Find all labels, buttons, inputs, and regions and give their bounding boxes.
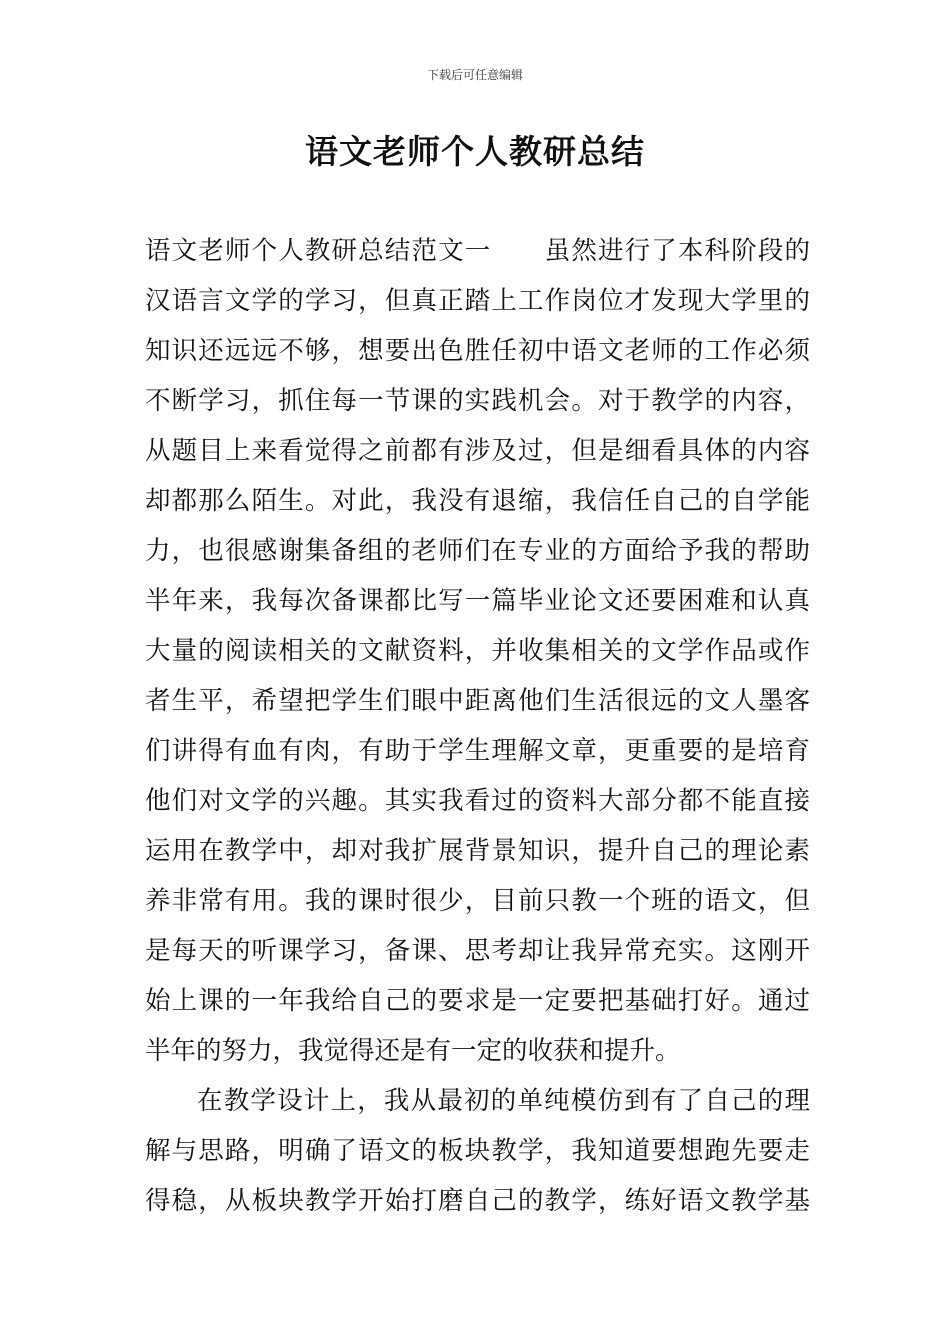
- body-line-14: 养非常有用。我的课时很少，目前只教一个班的语文，但: [145, 886, 810, 916]
- body-line-4: 不断学习，抓住每一节课的实践机会。对于教学的内容，: [145, 386, 810, 416]
- body-line-15: 是每天的听课学习，备课、思考却让我异常充实。这刚开: [145, 936, 810, 966]
- document-title: 语文老师个人教研总结: [305, 132, 645, 171]
- body-line-5: 从题目上来看觉得之前都有涉及过，但是细看具体的内容: [145, 436, 810, 466]
- body-line-8: 半年来，我每次备课都比写一篇毕业论文还要困难和认真: [145, 586, 810, 616]
- body-line-12: 他们对文学的兴趣。其实我看过的资料大部分都不能直接: [145, 786, 810, 816]
- body-line-1: 语文老师个人教研总结范文一 虽然进行了本科阶段的: [145, 236, 810, 266]
- body-line-18: 在教学设计上，我从最初的单纯模仿到有了自己的理: [197, 1086, 810, 1116]
- body-line-17: 半年的努力，我觉得还是有一定的收获和提升。: [145, 1036, 681, 1066]
- body-line-6: 却都那么陌生。对此，我没有退缩，我信任自己的自学能: [145, 486, 810, 516]
- body-line-3: 知识还远远不够，想要出色胜任初中语文老师的工作必须: [145, 336, 810, 366]
- header-note: 下载后可任意编辑: [426, 68, 523, 82]
- body-line-7: 力，也很感谢集备组的老师们在专业的方面给予我的帮助: [145, 536, 810, 566]
- body-line-11: 们讲得有血有肉，有助于学生理解文章，更重要的是培育: [145, 736, 810, 766]
- body-line-16: 始上课的一年我给自己的要求是一定要把基础打好。通过: [145, 986, 810, 1016]
- body-line-2: 汉语言文学的学习，但真正踏上工作岗位才发现大学里的: [145, 286, 810, 316]
- body-line-10: 者生平，希望把学生们眼中距离他们生活很远的文人墨客: [145, 686, 810, 716]
- body-line-19: 解与思路，明确了语文的板块教学，我知道要想跑先要走: [145, 1136, 810, 1166]
- body-line-9: 大量的阅读相关的文献资料，并收集相关的文学作品或作: [145, 636, 810, 666]
- document-body: [145, 226, 810, 1226]
- body-line-13: 运用在教学中，却对我扩展背景知识，提升自己的理论素: [145, 836, 810, 866]
- body-line-20: 得稳，从板块教学开始打磨自己的教学，练好语文教学基: [145, 1186, 810, 1216]
